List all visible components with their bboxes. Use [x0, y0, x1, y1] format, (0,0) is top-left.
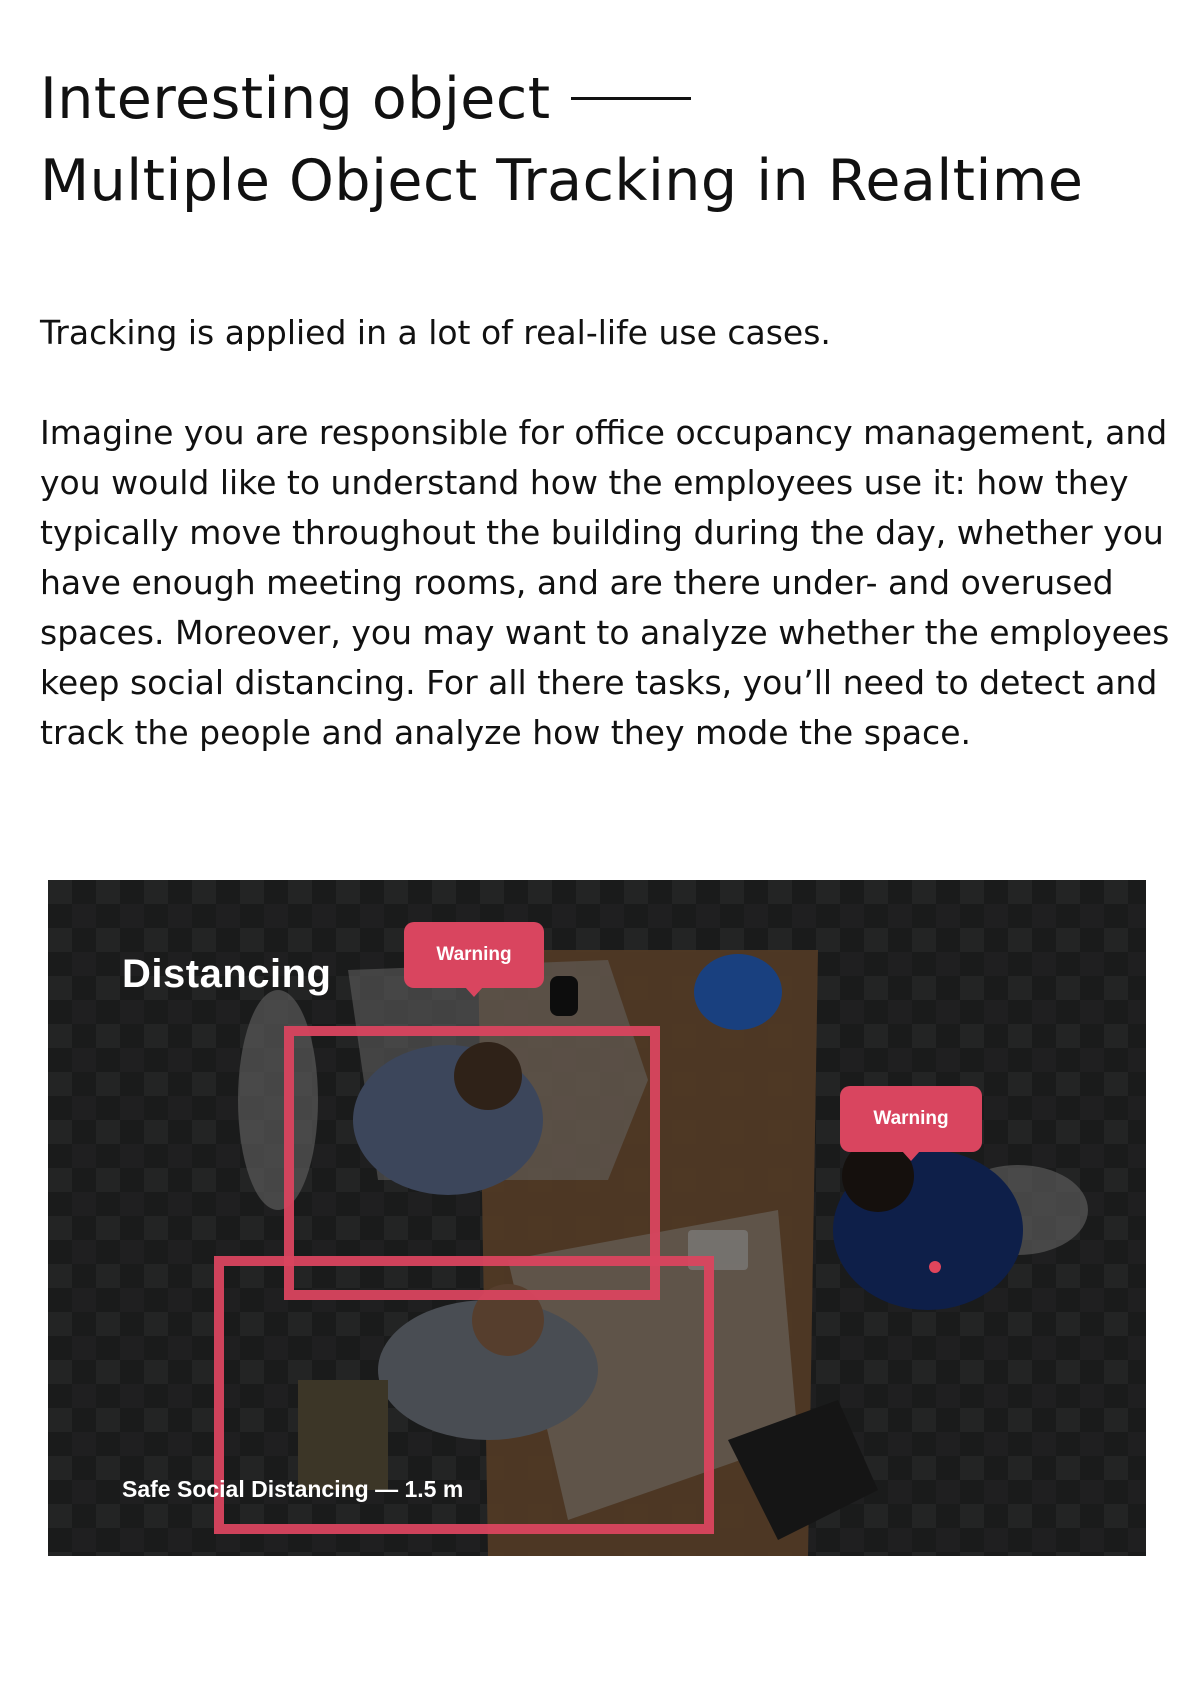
- body-paragraph: Imagine you are responsible for office occupancy management, and you would like to understand how the employees use it: how they typically move throughout the building during the day, whether you have enough meeting rooms, and are there under- and overused spaces. Moreover, you may want to analyze whether the employees keep social distancing. For all there tasks, you’ll need to detect and track the people and analyze how they mode the space.: [40, 413, 1170, 752]
- warning-badge-1: Warning: [404, 922, 544, 988]
- title-text-1: Interesting object: [40, 66, 551, 132]
- title-dash-rule: [571, 97, 691, 100]
- title-block: [40, 58, 1150, 222]
- distancing-photo: [48, 880, 1146, 1556]
- lead-paragraph: Tracking is applied in a lot of real-life use cases.: [40, 313, 831, 352]
- title-line-2: Multiple Object Tracking in Realtime: [40, 148, 1084, 214]
- warning-badge-2: Warning: [840, 1086, 982, 1152]
- tracking-point-marker: [929, 1261, 941, 1273]
- title-line-1: [40, 58, 1150, 140]
- distancing-caption: Safe Social Distancing — 1.5 m: [122, 1476, 464, 1502]
- distancing-heading: Distancing: [122, 952, 332, 996]
